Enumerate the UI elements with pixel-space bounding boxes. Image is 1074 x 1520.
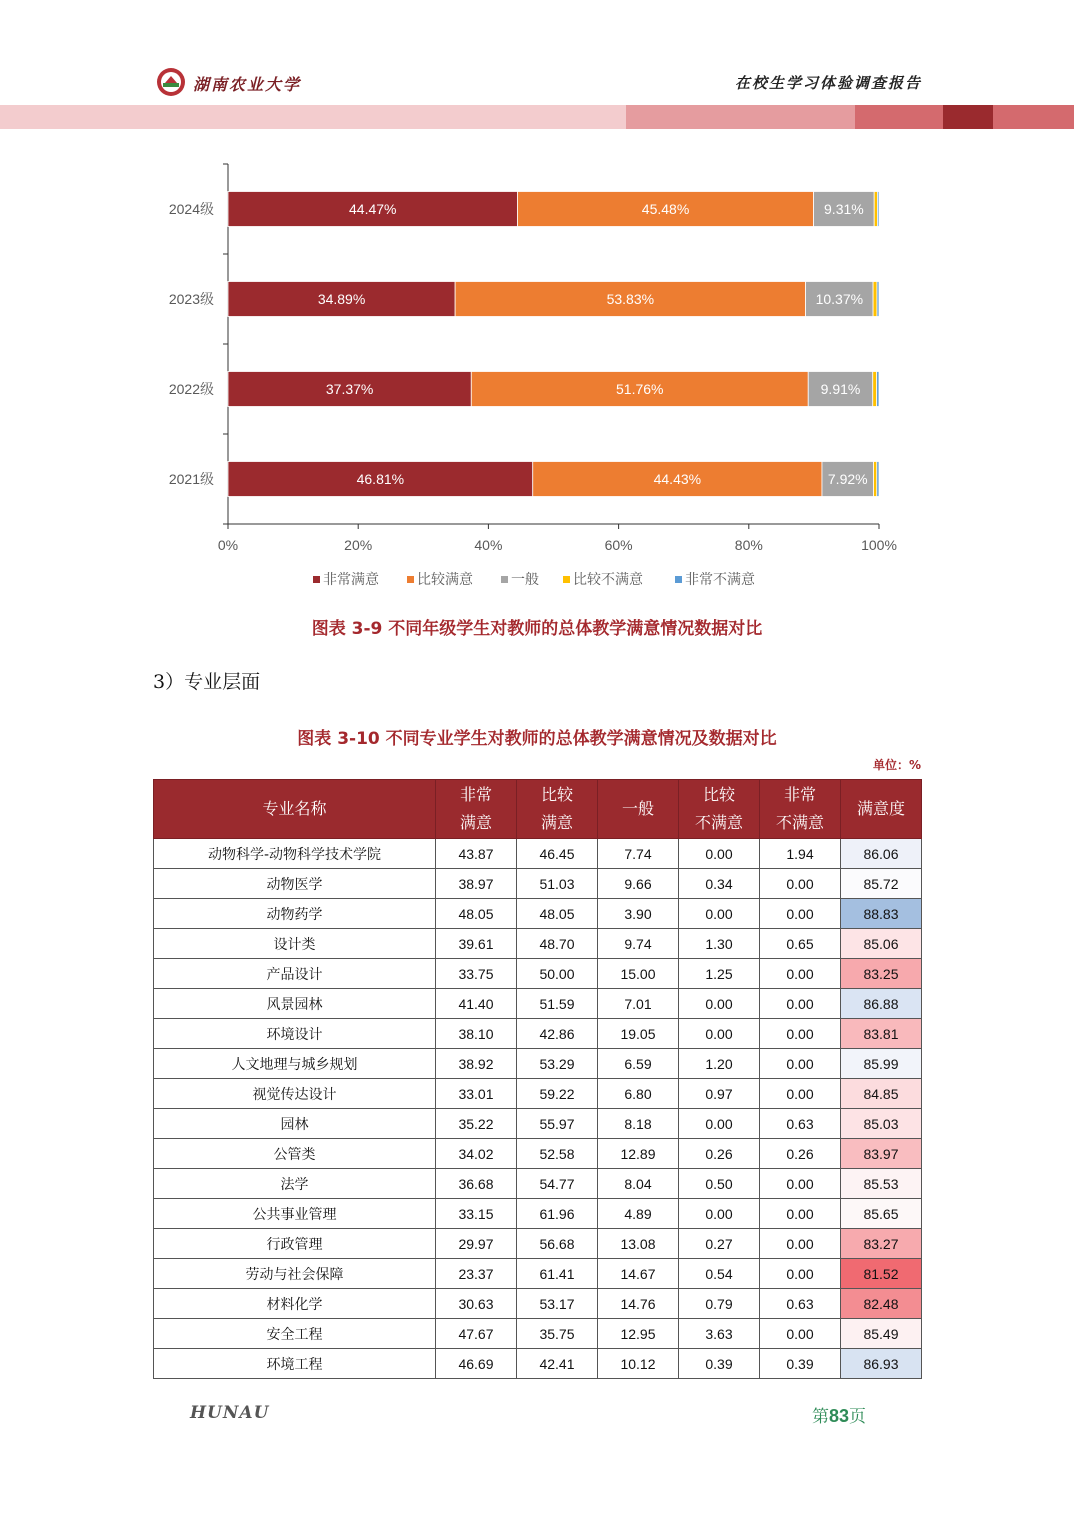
satisfaction-cell: 83.25 <box>841 959 922 989</box>
satisfaction-cell: 83.81 <box>841 1019 922 1049</box>
value-cell: 23.37 <box>436 1259 517 1289</box>
value-cell: 0.00 <box>760 1229 841 1259</box>
value-cell: 14.67 <box>598 1259 679 1289</box>
value-cell: 0.00 <box>760 1079 841 1109</box>
value-cell: 0.00 <box>679 899 760 929</box>
bar-segment <box>877 462 879 497</box>
table-row <box>154 869 922 899</box>
value-cell: 1.30 <box>679 929 760 959</box>
header-line: 非常 <box>783 785 816 804</box>
value-cell: 30.63 <box>436 1289 517 1319</box>
header-band-4 <box>943 105 993 129</box>
major-name-cell: 视觉传达设计 <box>154 1079 436 1109</box>
value-cell: 8.04 <box>598 1169 679 1199</box>
data-label: 9.31% <box>824 201 864 217</box>
table-header-cell <box>760 780 841 839</box>
satisfaction-cell: 85.72 <box>841 869 922 899</box>
table-row <box>154 1049 922 1079</box>
value-cell: 38.92 <box>436 1049 517 1079</box>
data-label: 44.43% <box>653 471 702 487</box>
table-row <box>154 1319 922 1349</box>
value-cell: 0.00 <box>760 1259 841 1289</box>
satisfaction-cell: 84.85 <box>841 1079 922 1109</box>
table-row <box>154 1349 922 1379</box>
value-cell: 52.58 <box>517 1139 598 1169</box>
bar-segment <box>874 192 877 227</box>
legend-label: 比较不满意 <box>573 571 643 587</box>
value-cell: 1.25 <box>679 959 760 989</box>
legend-swatch <box>407 576 414 583</box>
value-cell: 19.05 <box>598 1019 679 1049</box>
table-caption: 图表 3-10 不同专业学生对教师的总体教学满意情况及数据对比 <box>297 729 777 749</box>
header-line: 满意 <box>459 813 492 832</box>
table-row <box>154 1079 922 1109</box>
table-row <box>154 929 922 959</box>
value-cell: 0.26 <box>760 1139 841 1169</box>
satisfaction-cell: 85.49 <box>841 1319 922 1349</box>
value-cell: 0.34 <box>679 869 760 899</box>
category-label: 2024级 <box>168 201 214 217</box>
table-header-cell <box>841 780 922 839</box>
major-name-cell: 动物科学-动物科学技术学院 <box>154 839 436 869</box>
satisfaction-cell: 86.06 <box>841 839 922 869</box>
table-row <box>154 1109 922 1139</box>
value-cell: 35.22 <box>436 1109 517 1139</box>
value-cell: 42.86 <box>517 1019 598 1049</box>
value-cell: 0.00 <box>760 869 841 899</box>
value-cell: 39.61 <box>436 929 517 959</box>
value-cell: 6.59 <box>598 1049 679 1079</box>
legend-swatch <box>501 576 508 583</box>
value-cell: 51.03 <box>517 869 598 899</box>
major-name-cell: 法学 <box>154 1169 436 1199</box>
data-label: 9.91% <box>820 381 861 397</box>
satisfaction-cell: 83.97 <box>841 1139 922 1169</box>
header-line: 满意 <box>540 813 573 832</box>
value-cell: 46.69 <box>436 1349 517 1379</box>
value-cell: 35.75 <box>517 1319 598 1349</box>
header-band-5 <box>993 105 1074 129</box>
value-cell: 61.41 <box>517 1259 598 1289</box>
value-cell: 0.54 <box>679 1259 760 1289</box>
value-cell: 4.89 <box>598 1199 679 1229</box>
value-cell: 0.00 <box>679 1019 760 1049</box>
value-cell: 0.00 <box>760 1049 841 1079</box>
legend-label: 一般 <box>511 571 539 587</box>
value-cell: 9.74 <box>598 929 679 959</box>
footer-brand: HUNAU <box>190 1403 270 1423</box>
page-header <box>0 0 1074 130</box>
table-row <box>154 1139 922 1169</box>
data-label: 46.81% <box>356 471 405 487</box>
category-label: 2023级 <box>168 291 214 307</box>
major-name-cell: 动物医学 <box>154 869 436 899</box>
satisfaction-cell: 85.65 <box>841 1199 922 1229</box>
value-cell: 0.26 <box>679 1139 760 1169</box>
value-cell: 0.39 <box>679 1349 760 1379</box>
x-tick-label: 80% <box>734 537 763 553</box>
value-cell: 43.87 <box>436 839 517 869</box>
legend-label: 非常满意 <box>323 571 379 587</box>
category-label: 2022级 <box>168 381 214 397</box>
satisfaction-cell: 83.27 <box>841 1229 922 1259</box>
value-cell: 0.00 <box>760 1199 841 1229</box>
value-cell: 0.00 <box>760 899 841 929</box>
x-tick-label: 60% <box>604 537 633 553</box>
value-cell: 7.74 <box>598 839 679 869</box>
table-row <box>154 1289 922 1319</box>
table-header-cell <box>679 780 760 839</box>
table-row <box>154 1169 922 1199</box>
value-cell: 3.90 <box>598 899 679 929</box>
x-tick-label: 40% <box>474 537 503 553</box>
page-suffix: 页 <box>849 1407 867 1427</box>
major-name-cell: 环境设计 <box>154 1019 436 1049</box>
value-cell: 9.66 <box>598 869 679 899</box>
bar-segment <box>873 372 877 407</box>
major-name-cell: 人文地理与城乡规划 <box>154 1049 436 1079</box>
header-line: 专业名称 <box>262 799 327 818</box>
legend-label: 比较满意 <box>417 571 473 587</box>
value-cell: 29.97 <box>436 1229 517 1259</box>
data-label: 45.48% <box>641 201 690 217</box>
value-cell: 41.40 <box>436 989 517 1019</box>
value-cell: 8.18 <box>598 1109 679 1139</box>
major-name-cell: 劳动与社会保障 <box>154 1259 436 1289</box>
table-header-cell <box>517 780 598 839</box>
satisfaction-cell: 85.99 <box>841 1049 922 1079</box>
header-line: 不满意 <box>694 813 743 832</box>
satisfaction-cell: 86.93 <box>841 1349 922 1379</box>
x-tick-label: 0% <box>217 537 239 553</box>
legend-swatch <box>563 576 570 583</box>
major-satisfaction-table <box>153 779 922 1379</box>
value-cell: 33.15 <box>436 1199 517 1229</box>
value-cell: 34.02 <box>436 1139 517 1169</box>
section-title: 3）专业层面 <box>153 671 261 693</box>
major-name-cell: 公共事业管理 <box>154 1199 436 1229</box>
table-row <box>154 959 922 989</box>
value-cell: 0.27 <box>679 1229 760 1259</box>
value-cell: 0.50 <box>679 1169 760 1199</box>
value-cell: 48.05 <box>436 899 517 929</box>
header-line: 满意度 <box>856 799 905 818</box>
value-cell: 48.70 <box>517 929 598 959</box>
major-name-cell: 产品设计 <box>154 959 436 989</box>
table-row <box>154 1019 922 1049</box>
university-logo-icon <box>156 67 186 97</box>
data-label: 37.37% <box>325 381 374 397</box>
header-line: 不满意 <box>775 813 824 832</box>
value-cell: 47.67 <box>436 1319 517 1349</box>
major-name-cell: 风景园林 <box>154 989 436 1019</box>
value-cell: 7.01 <box>598 989 679 1019</box>
value-cell: 0.63 <box>760 1109 841 1139</box>
header-band-3 <box>855 105 943 129</box>
satisfaction-cell: 81.52 <box>841 1259 922 1289</box>
value-cell: 53.17 <box>517 1289 598 1319</box>
table-row <box>154 1259 922 1289</box>
value-cell: 10.12 <box>598 1349 679 1379</box>
table-row <box>154 899 922 929</box>
bar-segment <box>877 192 879 227</box>
value-cell: 0.97 <box>679 1079 760 1109</box>
header-band-1 <box>0 105 626 129</box>
table-row <box>154 1229 922 1259</box>
satisfaction-cell: 85.53 <box>841 1169 922 1199</box>
value-cell: 0.00 <box>679 839 760 869</box>
value-cell: 48.05 <box>517 899 598 929</box>
value-cell: 0.39 <box>760 1349 841 1379</box>
value-cell: 33.01 <box>436 1079 517 1109</box>
table-row <box>154 1199 922 1229</box>
value-cell: 46.45 <box>517 839 598 869</box>
value-cell: 0.00 <box>760 1019 841 1049</box>
major-name-cell: 园林 <box>154 1109 436 1139</box>
value-cell: 12.89 <box>598 1139 679 1169</box>
data-label: 51.76% <box>616 381 664 397</box>
table-header-row <box>154 780 922 839</box>
value-cell: 54.77 <box>517 1169 598 1199</box>
table-header-cell <box>436 780 517 839</box>
major-name-cell: 动物药学 <box>154 899 436 929</box>
value-cell: 1.94 <box>760 839 841 869</box>
report-title: 在校生学习体验调查报告 <box>734 74 922 92</box>
value-cell: 53.29 <box>517 1049 598 1079</box>
x-tick-label: 20% <box>344 537 373 553</box>
value-cell: 55.97 <box>517 1109 598 1139</box>
major-name-cell: 行政管理 <box>154 1229 436 1259</box>
bar-segment <box>873 282 877 317</box>
value-cell: 51.59 <box>517 989 598 1019</box>
value-cell: 1.20 <box>679 1049 760 1079</box>
data-label: 34.89% <box>317 291 366 307</box>
satisfaction-cell: 85.03 <box>841 1109 922 1139</box>
header-line: 比较 <box>702 785 735 804</box>
major-name-cell: 公管类 <box>154 1139 436 1169</box>
chart-caption: 图表 3-9 不同年级学生对教师的总体教学满意情况数据对比 <box>311 619 763 639</box>
page-number-value: 83 <box>829 1406 850 1426</box>
legend-swatch <box>675 576 682 583</box>
value-cell: 0.00 <box>760 989 841 1019</box>
satisfaction-cell: 86.88 <box>841 989 922 1019</box>
value-cell: 0.00 <box>760 1319 841 1349</box>
bar-segment <box>877 372 879 407</box>
value-cell: 33.75 <box>436 959 517 989</box>
header-line: 一般 <box>621 799 654 818</box>
satisfaction-cell: 82.48 <box>841 1289 922 1319</box>
value-cell: 0.00 <box>679 1109 760 1139</box>
value-cell: 38.97 <box>436 869 517 899</box>
table-row <box>154 839 922 869</box>
page-prefix: 第 <box>812 1407 829 1427</box>
value-cell: 0.00 <box>679 989 760 1019</box>
value-cell: 0.00 <box>679 1199 760 1229</box>
category-label: 2021级 <box>168 471 214 487</box>
satisfaction-cell: 88.83 <box>841 899 922 929</box>
university-name: 湖南农业大学 <box>193 75 302 94</box>
value-cell: 15.00 <box>598 959 679 989</box>
table-header-cell <box>154 780 436 839</box>
data-label: 7.92% <box>827 471 868 487</box>
major-name-cell: 环境工程 <box>154 1349 436 1379</box>
value-cell: 38.10 <box>436 1019 517 1049</box>
satisfaction-cell: 85.06 <box>841 929 922 959</box>
value-cell: 14.76 <box>598 1289 679 1319</box>
value-cell: 36.68 <box>436 1169 517 1199</box>
value-cell: 0.79 <box>679 1289 760 1319</box>
legend-swatch <box>313 576 320 583</box>
unit-label: 单位：% <box>872 758 921 772</box>
value-cell: 6.80 <box>598 1079 679 1109</box>
value-cell: 42.41 <box>517 1349 598 1379</box>
x-tick-label: 100% <box>861 537 897 553</box>
value-cell: 13.08 <box>598 1229 679 1259</box>
header-line: 比较 <box>540 785 573 804</box>
header-band-2 <box>626 105 855 129</box>
table-header-cell <box>598 780 679 839</box>
value-cell: 12.95 <box>598 1319 679 1349</box>
value-cell: 0.63 <box>760 1289 841 1319</box>
header-line: 非常 <box>459 785 492 804</box>
grade-satisfaction-chart <box>150 150 930 600</box>
major-name-cell: 材料化学 <box>154 1289 436 1319</box>
value-cell: 3.63 <box>679 1319 760 1349</box>
data-label: 53.83% <box>606 291 655 307</box>
value-cell: 0.00 <box>760 959 841 989</box>
legend-label: 非常不满意 <box>685 571 755 587</box>
value-cell: 0.65 <box>760 929 841 959</box>
bar-segment <box>874 462 877 497</box>
value-cell: 0.00 <box>760 1169 841 1199</box>
major-name-cell: 设计类 <box>154 929 436 959</box>
major-name-cell: 安全工程 <box>154 1319 436 1349</box>
data-label: 10.37% <box>815 291 864 307</box>
value-cell: 56.68 <box>517 1229 598 1259</box>
bar-segment <box>877 282 879 317</box>
value-cell: 61.96 <box>517 1199 598 1229</box>
page-number <box>812 1402 866 1427</box>
table-row <box>154 989 922 1019</box>
value-cell: 59.22 <box>517 1079 598 1109</box>
data-label: 44.47% <box>349 201 397 217</box>
value-cell: 50.00 <box>517 959 598 989</box>
